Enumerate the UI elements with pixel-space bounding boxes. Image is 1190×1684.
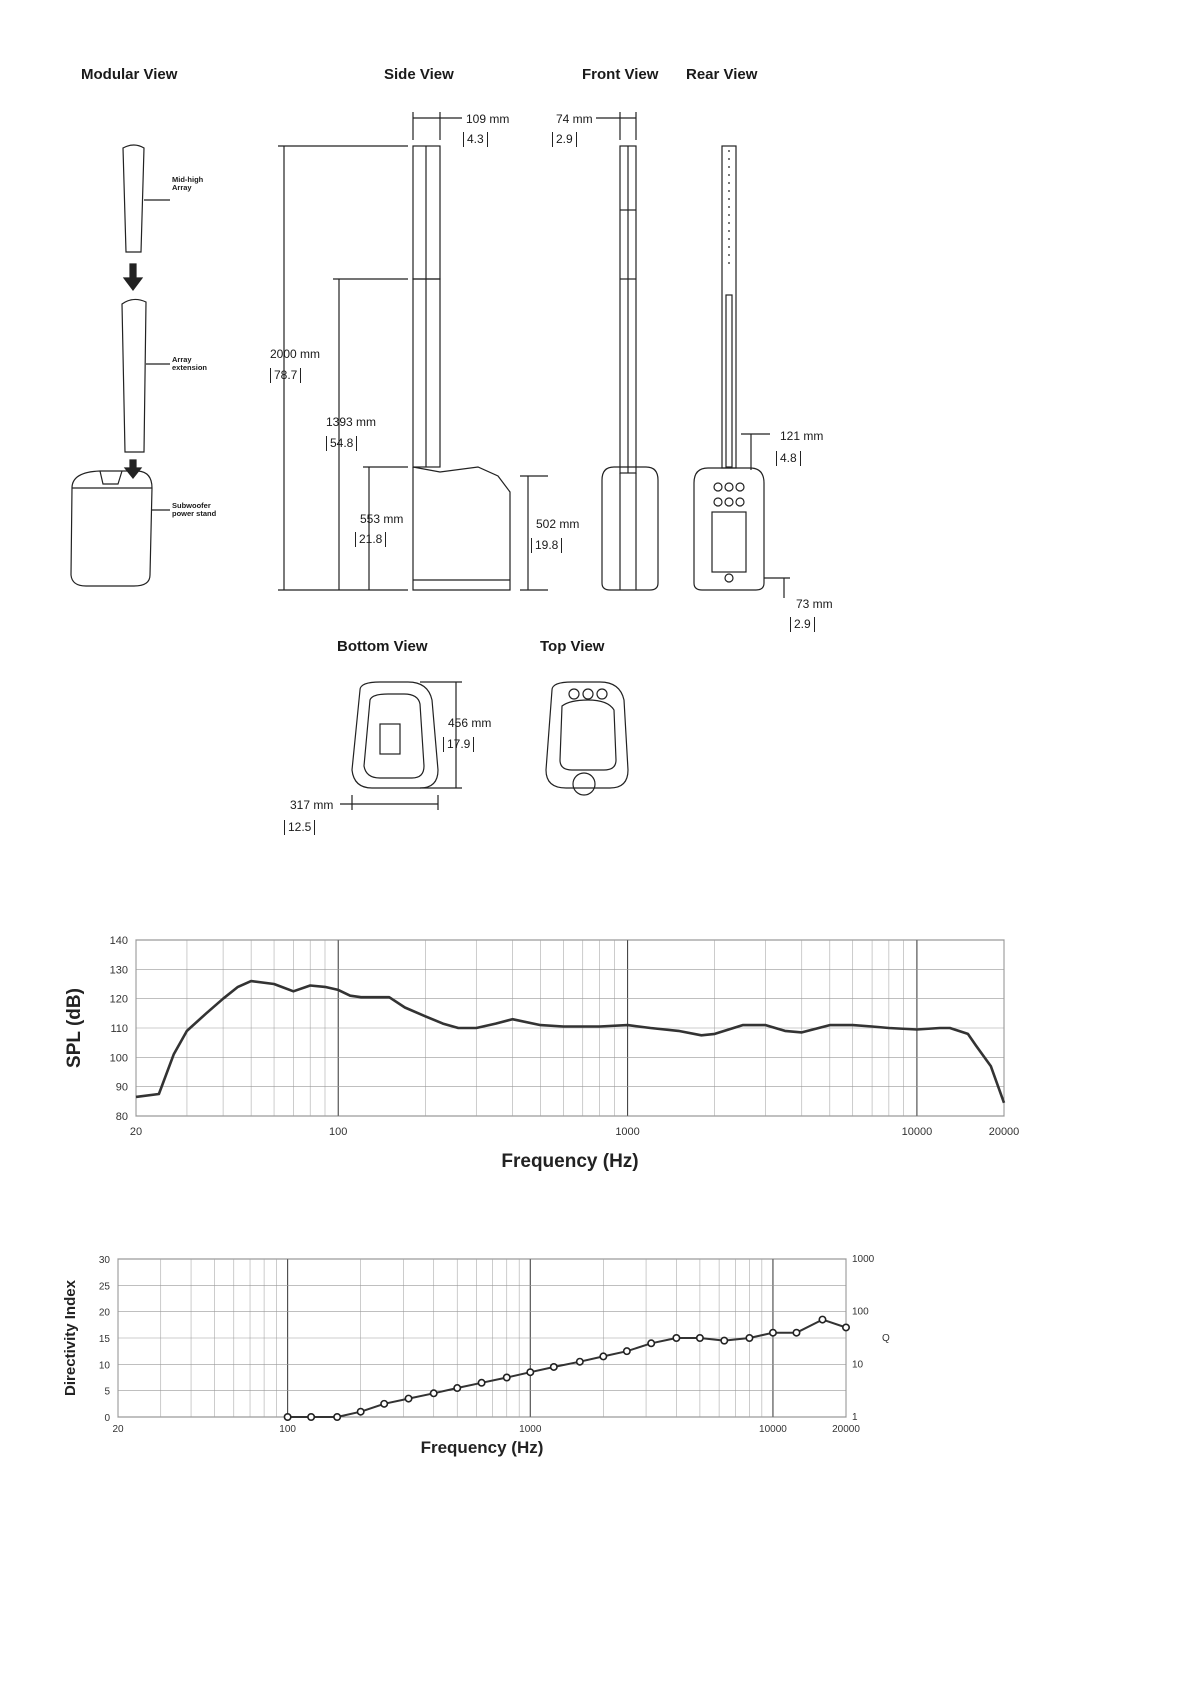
y2-tick-label: 1000 [852, 1254, 875, 1265]
dim-rear-array-in: 4.8 [776, 451, 801, 466]
callout-extension-line1: Array [172, 355, 192, 364]
front-view-title: Front View [582, 66, 659, 83]
y2-tick-label: 1 [852, 1412, 858, 1423]
dim-front-sub-mm: 502 mm [536, 517, 580, 531]
bottom-view-title: Bottom View [337, 638, 428, 655]
dim-height-sub-mm: 553 mm [360, 512, 404, 526]
y-tick-label: 15 [98, 1334, 110, 1345]
y-tick-label: 30 [98, 1255, 110, 1266]
y-tick-label: 25 [98, 1281, 110, 1293]
x-tick-label: 100 [329, 1126, 348, 1138]
data-point [843, 1324, 849, 1330]
rear-view-title: Rear View [686, 66, 758, 83]
dim-bottom-depth-mm: 456 mm [448, 716, 492, 730]
y-axis-label: SPL (dB) [64, 988, 85, 1068]
y-tick-label: 120 [109, 993, 128, 1006]
data-point [405, 1395, 411, 1401]
data-point [527, 1369, 533, 1375]
dim-height-ext-mm: 1393 mm [326, 415, 377, 429]
dim-height-total-in: 78.7 [270, 368, 301, 383]
data-point [478, 1380, 484, 1386]
data-point [793, 1330, 799, 1336]
x-axis-label: Frequency (Hz) [420, 1438, 544, 1457]
y2-axis-label: Q [882, 1333, 890, 1344]
side-view-title: Side View [384, 66, 454, 83]
x-tick-label: 1000 [615, 1126, 640, 1138]
dim-rear-array-mm: 121 mm [780, 429, 824, 443]
y-tick-label: 100 [109, 1052, 128, 1065]
data-point [577, 1359, 583, 1365]
data-point [697, 1335, 703, 1341]
y-axis-label: Directivity Index [62, 1280, 79, 1396]
callout-subwoofer-line2: power stand [172, 509, 217, 518]
data-point [819, 1316, 825, 1322]
y-tick-label: 10 [98, 1360, 110, 1372]
x-tick-label: 10000 [759, 1424, 787, 1435]
dim-rear-foot-mm: 73 mm [796, 597, 833, 611]
callout-subwoofer-line1: Subwoofer [172, 501, 211, 510]
top-view-title: Top View [540, 638, 605, 655]
y-tick-label: 5 [104, 1386, 110, 1398]
data-point [308, 1414, 314, 1420]
x-tick-label: 1000 [519, 1424, 542, 1435]
callout-midhigh-line2: Array [172, 183, 192, 192]
dim-side-depth-in: 4.3 [463, 132, 488, 147]
data-point [431, 1390, 437, 1396]
x-tick-label: 10000 [901, 1126, 933, 1138]
y-tick-label: 110 [110, 1023, 128, 1035]
modular-view-title: Modular View [81, 66, 178, 83]
data-point [357, 1409, 363, 1415]
dim-bottom-width-in: 12.5 [284, 820, 315, 835]
data-point [381, 1401, 387, 1407]
dim-height-total-mm: 2000 mm [270, 347, 321, 361]
x-tick-label: 20000 [988, 1126, 1020, 1138]
dim-height-ext-in: 54.8 [326, 436, 357, 451]
y-tick-label: 0 [104, 1413, 110, 1424]
data-point [454, 1385, 460, 1391]
x-tick-label: 20 [112, 1424, 124, 1435]
data-point [284, 1414, 290, 1420]
y2-tick-label: 100 [852, 1306, 869, 1318]
data-point [624, 1348, 630, 1354]
y-tick-label: 20 [98, 1307, 110, 1319]
y-tick-label: 130 [109, 964, 128, 977]
dim-front-width-in: 2.9 [552, 132, 577, 147]
data-point [551, 1364, 557, 1370]
x-tick-label: 20 [129, 1126, 143, 1138]
data-point [600, 1353, 606, 1359]
data-point [770, 1330, 776, 1336]
dim-bottom-depth-in: 17.9 [443, 737, 474, 752]
x-tick-label: 20000 [832, 1424, 860, 1435]
y-tick-label: 80 [115, 1111, 128, 1123]
callout-midhigh-line1: Mid-high [172, 175, 204, 184]
series-line [288, 1320, 846, 1417]
x-axis-label: Frequency (Hz) [501, 1151, 639, 1172]
data-point [673, 1335, 679, 1341]
callout-extension-line2: extension [172, 363, 208, 372]
data-point [746, 1335, 752, 1341]
x-tick-label: 100 [279, 1424, 296, 1435]
dim-side-depth-mm: 109 mm [466, 112, 510, 126]
y2-tick-label: 10 [852, 1359, 864, 1371]
y-tick-label: 140 [109, 935, 128, 947]
dim-rear-foot-in: 2.9 [790, 617, 815, 632]
data-point [721, 1337, 727, 1343]
dim-front-sub-in: 19.8 [531, 538, 562, 553]
data-point [648, 1340, 654, 1346]
dim-front-width-mm: 74 mm [556, 112, 593, 126]
data-point [504, 1374, 510, 1380]
y-tick-label: 90 [115, 1081, 128, 1094]
data-point [334, 1414, 340, 1420]
dim-bottom-width-mm: 317 mm [290, 798, 334, 812]
dim-height-sub-in: 21.8 [355, 532, 386, 547]
